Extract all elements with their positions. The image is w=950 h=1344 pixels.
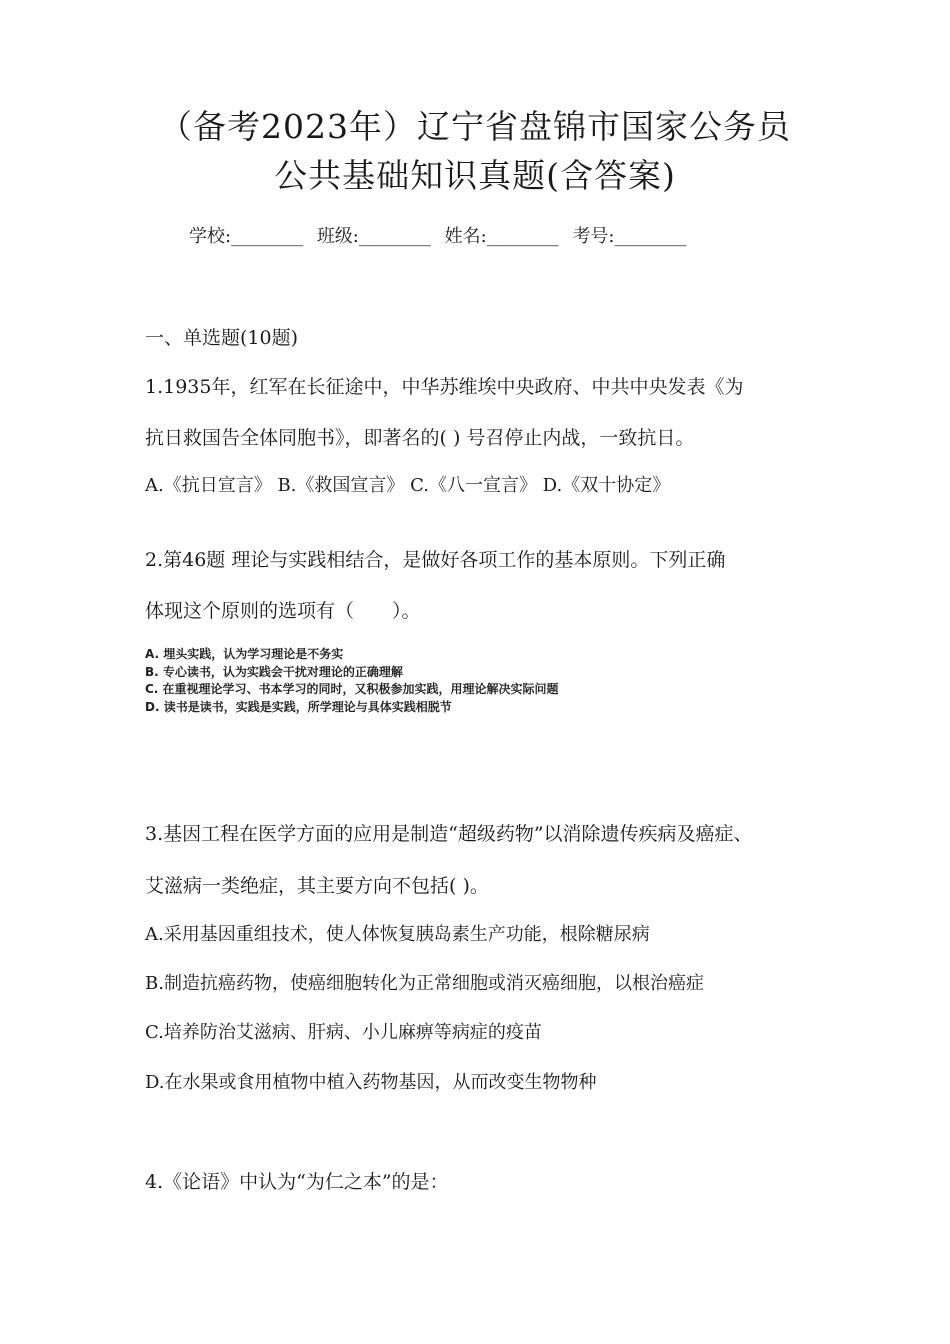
section-heading: 一、单选题(10题) — [145, 327, 299, 349]
q3-option-c: C.培养防治艾滋病、肝病、小儿麻痹等病症的疫苗 — [145, 1022, 542, 1043]
q2-option-b: B. 专心读书，认为实践会干扰对理论的正确理解 — [145, 664, 403, 679]
q1-options: A.《抗日宣言》 B.《救国宣言》 C.《八一宣言》 D.《双十协定》 — [145, 475, 671, 496]
document-title-line2: 公共基础知识真题(含答案) — [274, 156, 676, 195]
name-field: 姓名:________ — [444, 226, 559, 247]
q3-option-a: A.采用基因重组技术，使人体恢复胰岛素生产功能，根除糖尿病 — [145, 924, 650, 945]
class-field: 班级:________ — [316, 226, 431, 247]
q3-option-d: D.在水果或食用植物中植入药物基因，从而改变生物物种 — [145, 1072, 597, 1093]
student-info-row — [189, 222, 695, 248]
q2-option-c: C. 在重视理论学习、书本学习的同时，又积极参加实践，用理论解决实际问题 — [145, 682, 559, 696]
q4-stem-line1: 4.《论语》中认为“为仁之本”的是： — [145, 1171, 449, 1193]
q1-stem-line2: 抗日救国告全体同胞书》，即著名的( ) 号召停止内战，一致抗日。 — [145, 427, 695, 449]
school-field: 学校:________ — [189, 226, 304, 247]
exam-number-field: 考号:________ — [572, 226, 687, 247]
q1-stem-line1: 1.1935年，红军在长征途中，中华苏维埃中央政府、中共中央发表《为 — [145, 376, 744, 398]
q3-option-b: B.制造抗癌药物，使癌细胞转化为正常细胞或消灭癌细胞，以根治癌症 — [145, 973, 704, 994]
q2-stem-line1: 2.第46题 理论与实践相结合，是做好各项工作的基本原则。下列正确 — [145, 549, 726, 571]
q3-stem-line2: 艾滋病一类绝症，其主要方向不包括( )。 — [145, 875, 489, 897]
q3-stem-line1: 3.基因工程在医学方面的应用是制造“超级药物”以消除遗传疾病及癌症、 — [145, 823, 753, 845]
q2-option-d: D. 读书是读书，实践是实践，所学理论与具体实践相脱节 — [145, 699, 452, 714]
document-title-line1: （备考2023年）辽宁省盘锦市国家公务员 — [159, 107, 791, 146]
q2-options-image — [145, 646, 559, 716]
q2-option-a: A. 埋头实践，认为学习理论是不务实 — [145, 647, 344, 661]
q2-stem-line2: 体现这个原则的选项有（ ）。 — [145, 600, 421, 622]
